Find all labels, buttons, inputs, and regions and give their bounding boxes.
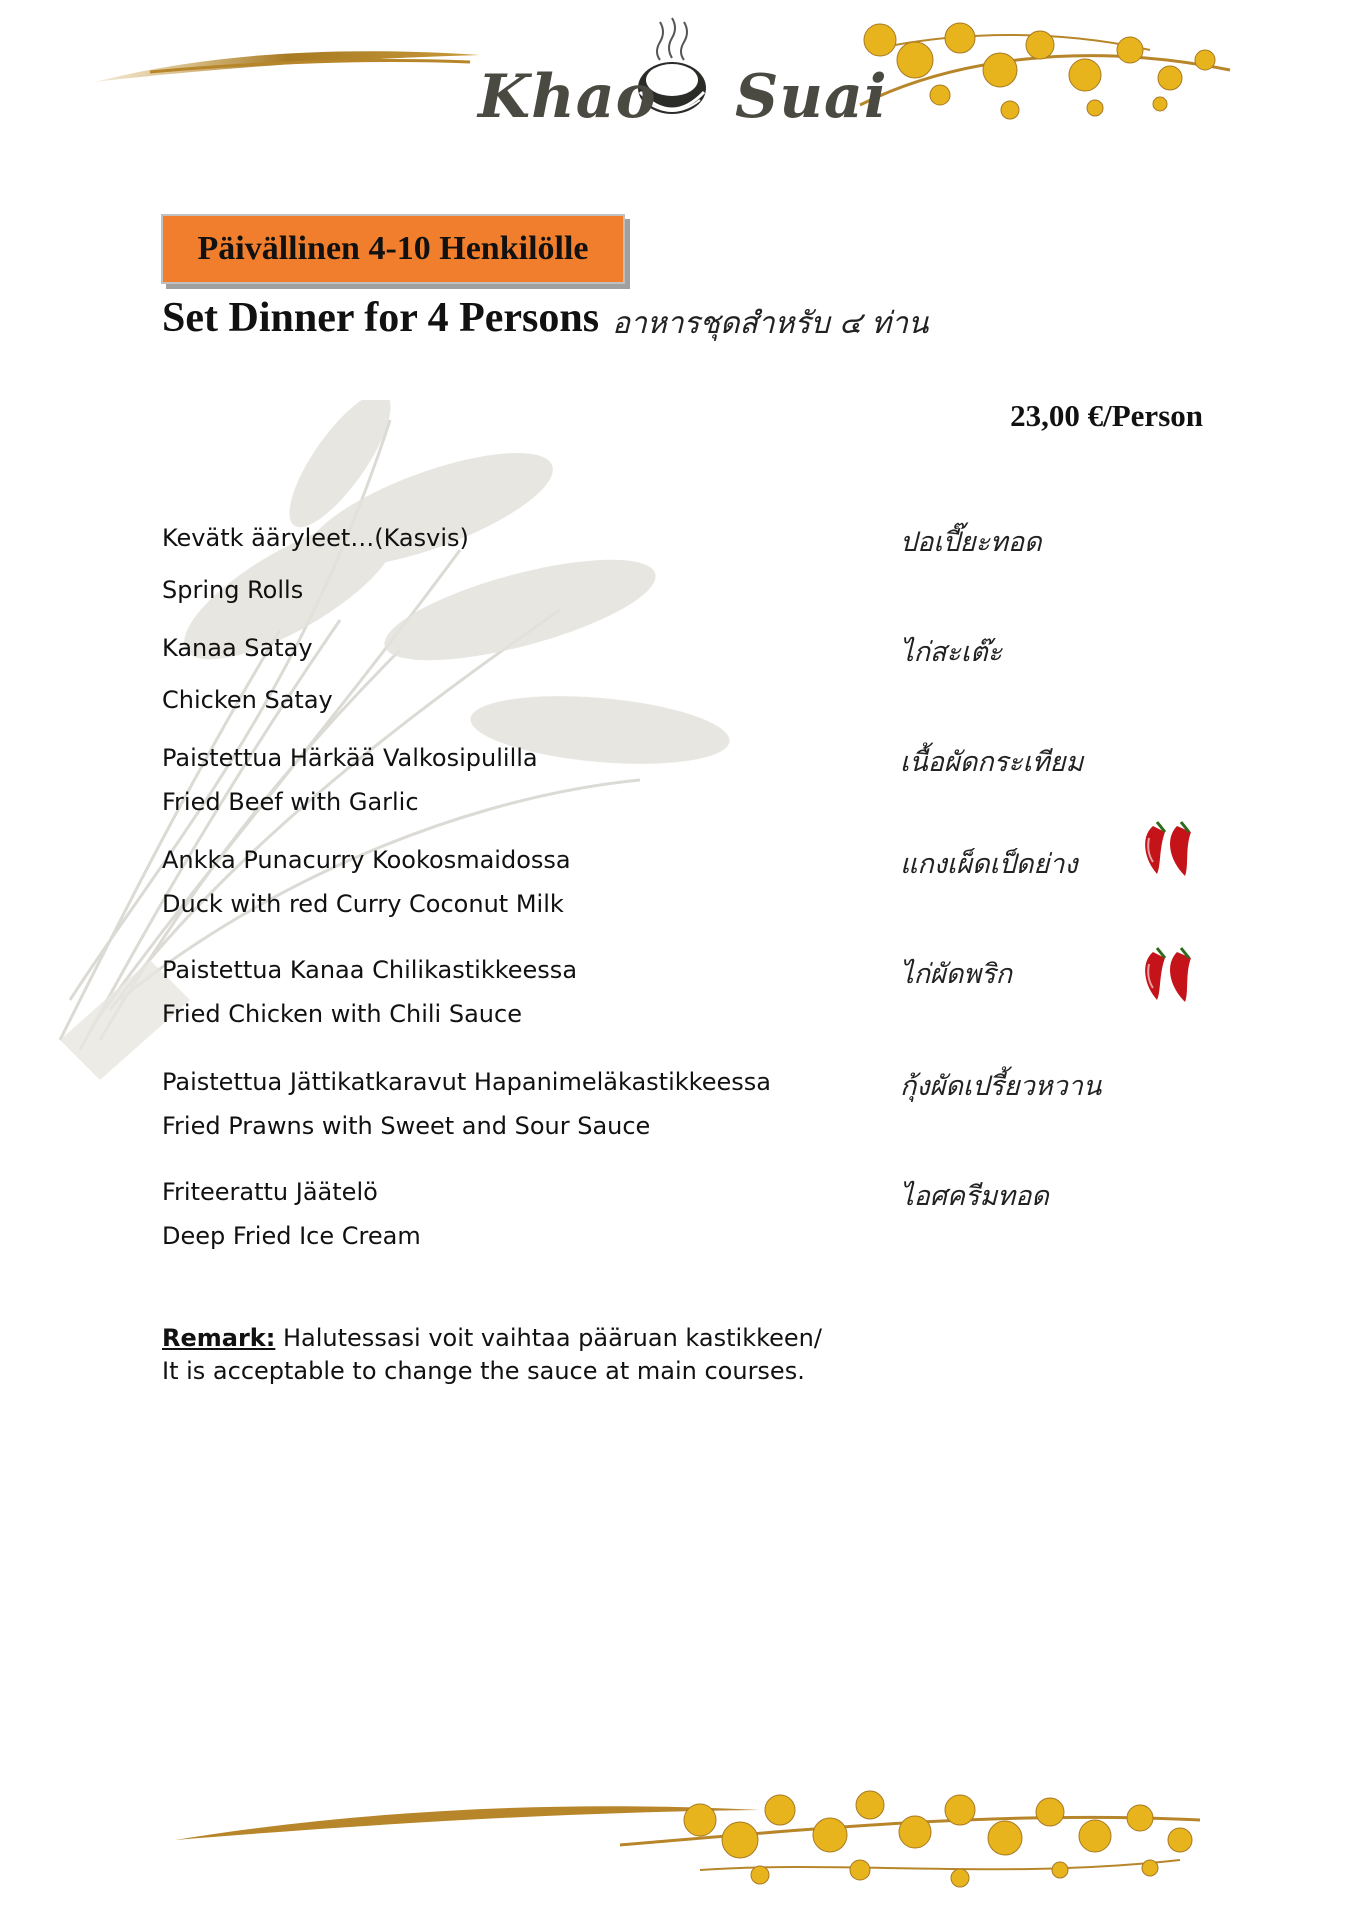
dish-finnish-name: Paistettua Jättikatkaravut Hapanimeläkastikkeessa: [162, 1068, 771, 1096]
dish-english-name: Fried Beef with Garlic: [162, 788, 419, 816]
dish-finnish-name: Kevätk ääryleet…(Kasvis): [162, 524, 469, 552]
dish-thai-name: ไก่ผัดพริก: [900, 959, 1012, 990]
title-text: Päivällinen 4-10 Henkilölle: [197, 230, 589, 267]
dish-english-name: Fried Chicken with Chili Sauce: [162, 1000, 522, 1028]
dish-thai-name: เนื้อผัดกระเทียม: [900, 747, 1084, 778]
set-heading: Set Dinner for 4 Persons: [162, 295, 600, 341]
set-heading-thai: อาหารชุดสำหรับ ๔ ท่าน: [612, 306, 929, 341]
brush-stroke-left: [95, 51, 480, 82]
flower-garland-right: [860, 23, 1230, 119]
dish-thai-name: ไก่สะเต๊ะ: [900, 637, 1003, 668]
brush-stroke-bottom: [175, 1806, 760, 1840]
footer-decoration: [0, 1770, 1356, 1920]
dish-thai-name: ไอศครีมทอด: [900, 1181, 1049, 1212]
dish-english-name: Deep Fried Ice Cream: [162, 1222, 421, 1250]
remark-line-1: Halutessasi voit vaihtaa pääruan kastikkeen/: [283, 1324, 822, 1352]
dish-english-name: Fried Prawns with Sweet and Sour Sauce: [162, 1112, 651, 1140]
dish-thai-name: แกงเผ็ดเป็ดย่าง: [900, 849, 1078, 880]
remark-line-2: It is acceptable to change the sauce at main courses.: [162, 1357, 805, 1385]
dish-finnish-name: Friteerattu Jäätelö: [162, 1178, 378, 1206]
flower-garland-bottom: [684, 1791, 1192, 1887]
price: 23,00 €/Person: [1010, 398, 1203, 433]
dish-finnish-name: Paistettua Kanaa Chilikastikkeessa: [162, 956, 578, 984]
header-decoration: [0, 0, 1356, 160]
dish-english-name: Duck with red Curry Coconut Milk: [162, 890, 564, 918]
dish-thai-name: กุ้งผัดเปรี้ยวหวาน: [900, 1071, 1102, 1102]
logo-word-khao: Khao: [478, 62, 657, 132]
logo-word-suai: Suai: [735, 62, 888, 132]
chili-pepper-icon: [1135, 818, 1205, 880]
dish-finnish-name: Paistettua Härkää Valkosipulilla: [162, 744, 538, 772]
dish-thai-name: ปอเปี๊ยะทอด: [900, 527, 1042, 558]
title-box: [161, 214, 625, 284]
dish-english-name: Chicken Satay: [162, 686, 333, 714]
chili-pepper-icon: [1135, 944, 1205, 1006]
remark-label: Remark:: [162, 1324, 276, 1352]
dish-finnish-name: Ankka Punacurry Kookosmaidossa: [162, 846, 571, 874]
dish-finnish-name: Kanaa Satay: [162, 634, 313, 662]
remark: [162, 1322, 822, 1388]
dish-english-name: Spring Rolls: [162, 576, 304, 604]
